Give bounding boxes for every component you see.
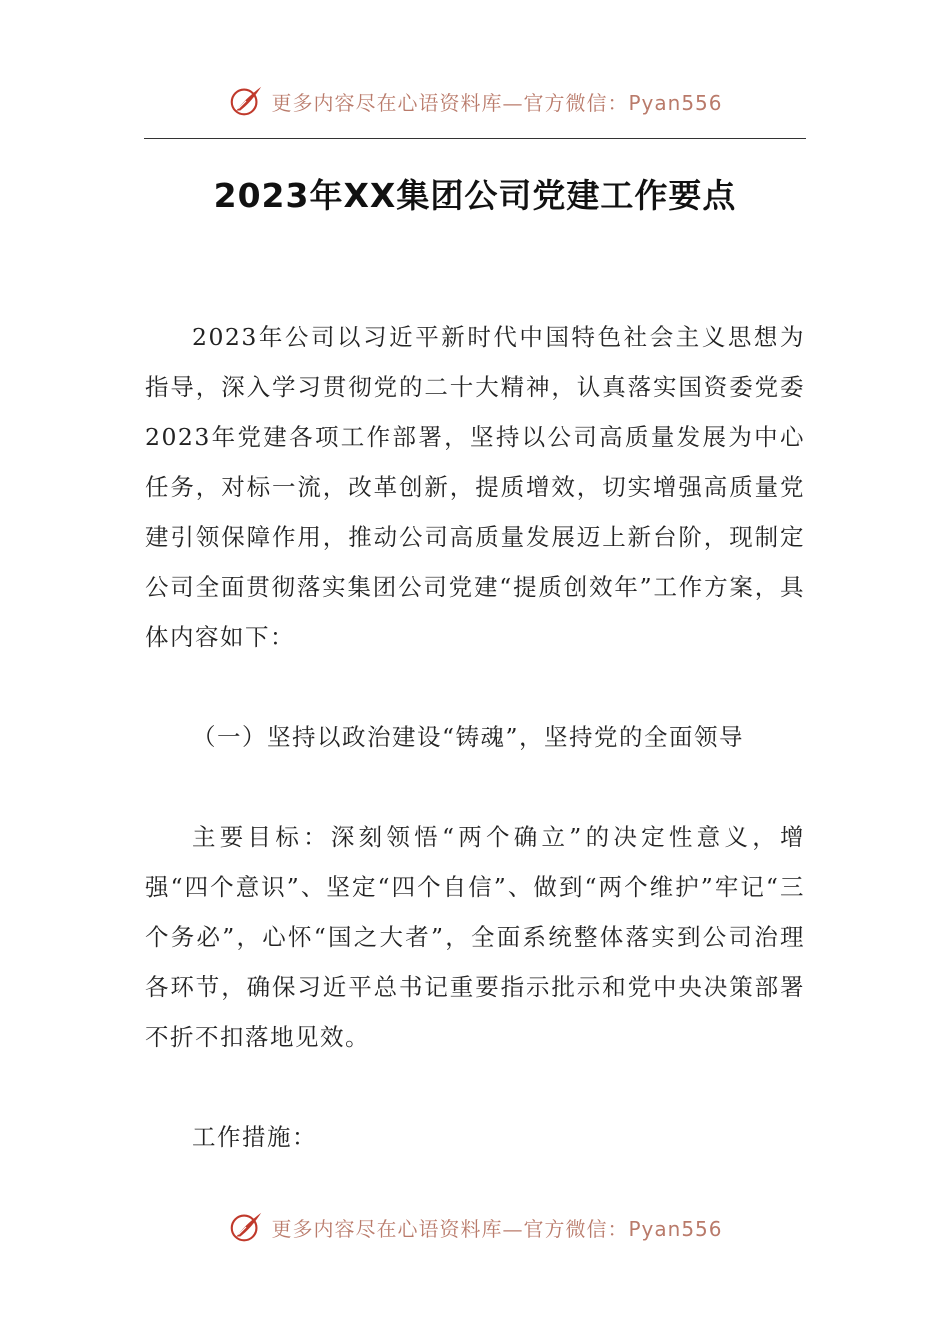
spacer: [145, 762, 805, 812]
page-title: 2023年XX集团公司党建工作要点: [213, 176, 737, 215]
watermark-wechat-id: Pyan556: [628, 1216, 723, 1241]
watermark-wechat-id: Pyan556: [628, 90, 723, 115]
watermark-text: [271, 1213, 722, 1242]
spacer: [145, 1062, 805, 1112]
watermark-text: [271, 87, 722, 116]
watermark-header: [0, 82, 950, 120]
spacer: [145, 662, 805, 712]
measures-label: 工作措施：: [192, 1123, 317, 1151]
quill-circle-logo-icon: [227, 1208, 265, 1246]
watermark-slogan: 更多内容尽在心语资料库—官方微信：: [271, 90, 629, 115]
document-body: [145, 312, 805, 1162]
intro-paragraph: 2023年公司以习近平新时代中国特色社会主义思想为指导，深入学习贯彻党的二十大精神，认真落实国资委党委2023年党建各项工作部署，坚持以公司高质量发展为中心任务，对标一流，改革创新，提质增效，切实增强高质量党建引领保障作用，推动公司高质量发展迈上新台阶，现制定公司全面贯彻落实集团公司党建“提质创效年”工作方案，具体内容如下：: [145, 323, 805, 651]
section-heading: （一）坚持以政治建设“铸魂”，坚持党的全面领导: [192, 723, 745, 751]
goal-paragraph: 主要目标：深刻领悟“两个确立”的决定性意义，增强“四个意识”、坚定“四个自信”、做到“两个维护”牢记“三个务必”，心怀“国之大者”，全面系统整体落实到公司治理各环节，确保习近平总书记重要指示批示和党中央决策部署不折不扣落地见效。: [145, 823, 805, 1051]
watermark-footer: [0, 1208, 950, 1246]
watermark-slogan: 更多内容尽在心语资料库—官方微信：: [271, 1216, 629, 1241]
header-divider: [144, 138, 806, 139]
quill-circle-logo-icon: [227, 82, 265, 120]
